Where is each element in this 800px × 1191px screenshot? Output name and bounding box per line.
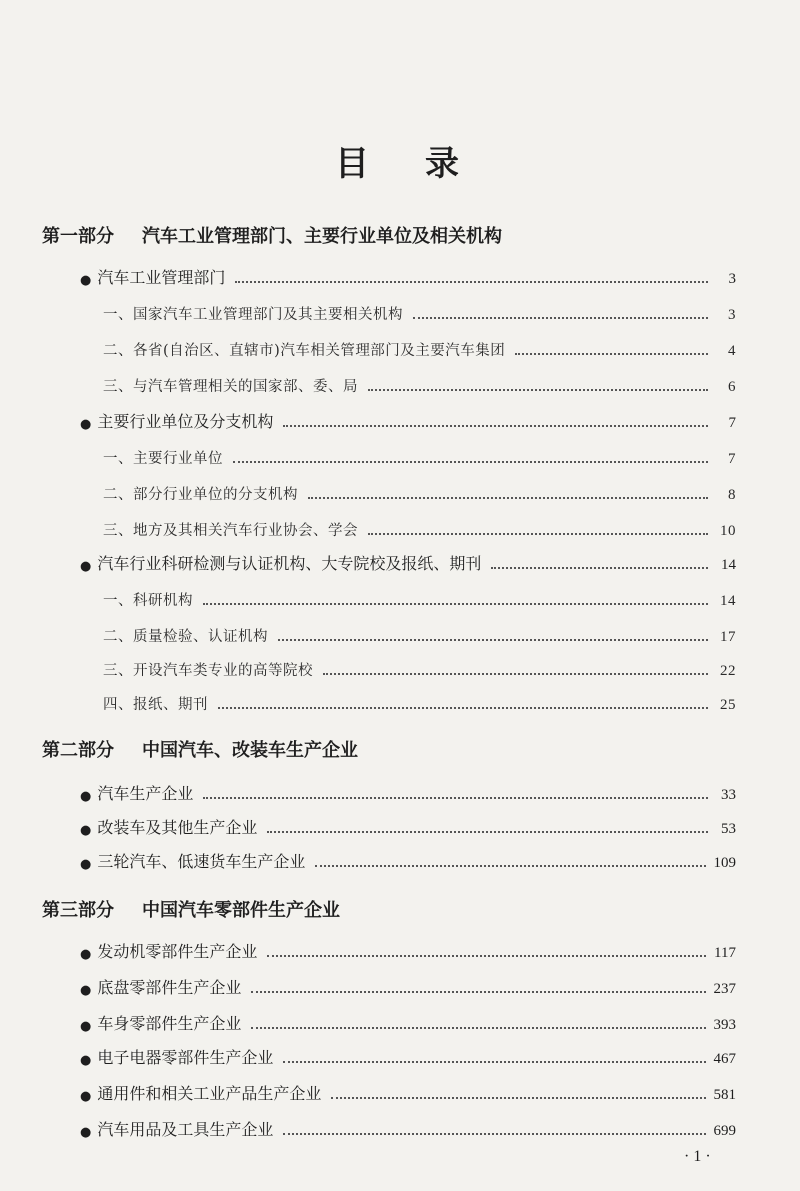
toc-subentry[interactable] bbox=[103, 518, 736, 540]
entry-label: 主要行业单位及分支机构 bbox=[97, 412, 274, 431]
toc-subentry[interactable] bbox=[103, 588, 736, 610]
entry-label: 二、部分行业单位的分支机构 bbox=[103, 487, 298, 503]
entry-page: 393 bbox=[713, 1017, 736, 1033]
entry-label: 汽车生产企业 bbox=[97, 784, 194, 803]
dot-leader bbox=[515, 353, 708, 355]
entry-label: 汽车用品及工具生产企业 bbox=[97, 1120, 274, 1139]
entry-label: 三、与汽车管理相关的国家部、委、局 bbox=[103, 379, 358, 395]
toc-subentry[interactable] bbox=[103, 482, 736, 504]
dot-leader bbox=[323, 673, 708, 675]
toc-subentry[interactable] bbox=[103, 446, 736, 468]
dot-leader bbox=[251, 991, 705, 993]
entry-label: 改装车及其他生产企业 bbox=[97, 818, 258, 837]
dot-leader bbox=[308, 497, 708, 499]
entry-page: 3 bbox=[728, 307, 736, 323]
toc-entry[interactable] bbox=[80, 1118, 736, 1140]
entry-label: 车身零部件生产企业 bbox=[97, 1014, 242, 1033]
toc-subentry[interactable] bbox=[103, 624, 736, 646]
entry-page: 53 bbox=[721, 821, 736, 837]
entry-label: 三轮汽车、低速货车生产企业 bbox=[97, 852, 306, 871]
page-number-footer: · 1 · bbox=[684, 1148, 711, 1165]
dot-leader bbox=[368, 533, 708, 535]
entry-label: 二、质量检验、认证机构 bbox=[103, 629, 268, 645]
toc-entry[interactable] bbox=[80, 552, 736, 574]
toc-entry[interactable] bbox=[80, 782, 736, 804]
bullet-icon: ● bbox=[80, 857, 92, 872]
bullet-icon: ● bbox=[80, 1125, 92, 1140]
entry-page: 25 bbox=[720, 697, 736, 713]
entry-label: 电子电器零部件生产企业 bbox=[97, 1048, 274, 1067]
toc-subentry[interactable] bbox=[103, 302, 736, 324]
entry-label: 发动机零部件生产企业 bbox=[97, 942, 258, 961]
dot-leader bbox=[278, 639, 708, 641]
bullet-icon: ● bbox=[80, 823, 92, 838]
page-title: 目录 bbox=[335, 144, 515, 184]
dot-leader bbox=[331, 1097, 705, 1099]
toc-entry[interactable] bbox=[80, 1046, 736, 1068]
toc-entry[interactable] bbox=[80, 816, 736, 838]
entry-label: 三、开设汽车类专业的高等院校 bbox=[103, 663, 313, 679]
dot-leader bbox=[203, 797, 708, 799]
dot-leader bbox=[203, 603, 708, 605]
entry-page: 581 bbox=[713, 1087, 736, 1103]
entry-label: 二、各省(自治区、直辖市)汽车相关管理部门及主要汽车集团 bbox=[103, 343, 506, 359]
dot-leader bbox=[251, 1027, 705, 1029]
entry-page: 237 bbox=[713, 981, 736, 997]
toc-subentry[interactable] bbox=[103, 658, 736, 680]
entry-page: 10 bbox=[720, 523, 736, 539]
bullet-icon: ● bbox=[80, 1019, 92, 1034]
entry-page: 22 bbox=[720, 663, 736, 679]
dot-leader bbox=[413, 317, 708, 319]
dot-leader bbox=[267, 831, 708, 833]
toc-entry[interactable] bbox=[80, 410, 736, 432]
entry-page: 33 bbox=[721, 787, 736, 803]
bullet-icon: ● bbox=[80, 947, 92, 962]
toc-entry[interactable] bbox=[80, 266, 736, 288]
toc-entry[interactable] bbox=[80, 1082, 736, 1104]
toc-subentry[interactable] bbox=[103, 338, 736, 360]
part-heading-2 bbox=[42, 736, 358, 762]
dot-leader bbox=[283, 425, 708, 427]
dot-leader bbox=[491, 567, 708, 569]
entry-page: 109 bbox=[713, 855, 736, 871]
bullet-icon: ● bbox=[80, 789, 92, 804]
entry-page: 7 bbox=[728, 415, 736, 431]
toc-entry[interactable] bbox=[80, 976, 736, 998]
bullet-icon: ● bbox=[80, 417, 92, 432]
entry-page: 14 bbox=[721, 557, 736, 573]
entry-label: 四、报纸、期刊 bbox=[103, 697, 208, 713]
dot-leader bbox=[233, 461, 708, 463]
toc-subentry[interactable] bbox=[103, 692, 736, 714]
dot-leader bbox=[368, 389, 708, 391]
part-name: 中国汽车零部件生产企业 bbox=[142, 900, 340, 921]
toc-entry[interactable] bbox=[80, 850, 736, 872]
bullet-icon: ● bbox=[80, 1089, 92, 1104]
part-heading-1 bbox=[42, 222, 502, 248]
dot-leader bbox=[283, 1133, 705, 1135]
entry-label: 一、国家汽车工业管理部门及其主要相关机构 bbox=[103, 307, 403, 323]
entry-label: 一、科研机构 bbox=[103, 593, 193, 609]
dot-leader bbox=[235, 281, 708, 283]
entry-label: 一、主要行业单位 bbox=[103, 451, 223, 467]
entry-label: 底盘零部件生产企业 bbox=[97, 978, 242, 997]
entry-label: 汽车行业科研检测与认证机构、大专院校及报纸、期刊 bbox=[97, 554, 482, 573]
dot-leader bbox=[283, 1061, 705, 1063]
entry-label: 三、地方及其相关汽车行业协会、学会 bbox=[103, 523, 358, 539]
bullet-icon: ● bbox=[80, 1053, 92, 1068]
bullet-icon: ● bbox=[80, 983, 92, 998]
entry-page: 14 bbox=[720, 593, 736, 609]
bullet-icon: ● bbox=[80, 559, 92, 574]
part-number: 第三部分 bbox=[42, 900, 114, 921]
dot-leader bbox=[315, 865, 705, 867]
entry-label: 汽车工业管理部门 bbox=[97, 268, 226, 287]
entry-page: 17 bbox=[720, 629, 736, 645]
entry-page: 699 bbox=[713, 1123, 736, 1139]
toc-entry[interactable] bbox=[80, 940, 736, 962]
entry-page: 3 bbox=[728, 271, 736, 287]
entry-page: 6 bbox=[728, 379, 736, 395]
entry-page: 7 bbox=[728, 451, 736, 467]
part-name: 中国汽车、改装车生产企业 bbox=[142, 740, 358, 761]
bullet-icon: ● bbox=[80, 273, 92, 288]
dot-leader bbox=[218, 707, 708, 709]
part-number: 第二部分 bbox=[42, 740, 114, 761]
entry-page: 8 bbox=[728, 487, 736, 503]
entry-page: 4 bbox=[728, 343, 736, 359]
part-heading-3 bbox=[42, 896, 340, 922]
entry-page: 117 bbox=[714, 945, 736, 961]
toc-subentry[interactable] bbox=[103, 374, 736, 396]
entry-page: 467 bbox=[713, 1051, 736, 1067]
part-number: 第一部分 bbox=[42, 226, 114, 247]
toc-entry[interactable] bbox=[80, 1012, 736, 1034]
part-name: 汽车工业管理部门、主要行业单位及相关机构 bbox=[142, 226, 502, 247]
dot-leader bbox=[267, 955, 706, 957]
entry-label: 通用件和相关工业产品生产企业 bbox=[97, 1084, 322, 1103]
